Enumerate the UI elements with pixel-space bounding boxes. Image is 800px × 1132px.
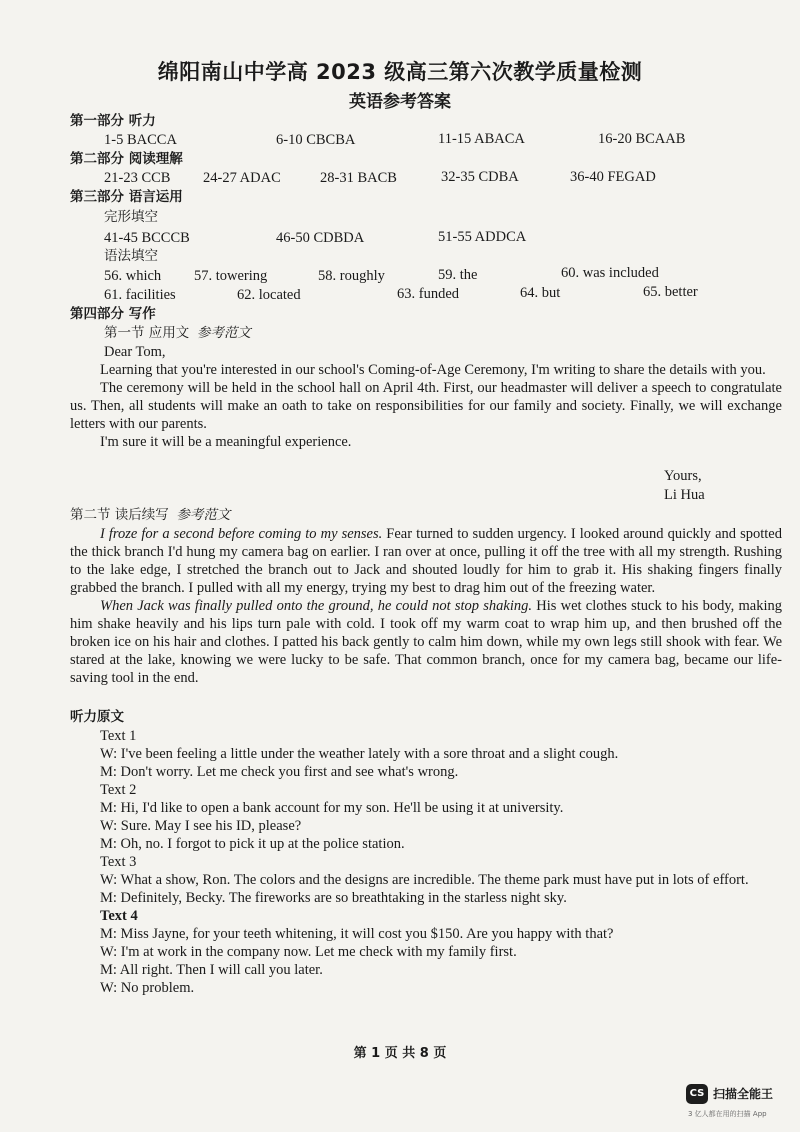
letter-paragraph: The ceremony will be held in the school hall on April 4th. First, our headmaster will deliver a speech to congratulate us. Then, all students will make an oath to take on responsibilities for our family and society. Finally, we will exchange letters with our parents. — [70, 380, 782, 432]
answer-group: 28-31 BACB — [320, 170, 397, 186]
answer-group: 6-10 CBCBA — [276, 132, 356, 148]
dialogue-line: W: Sure. May I see his ID, please? — [100, 818, 302, 834]
dialogue-line: M: Miss Jayne, for your teeth whitening, it will cost you $150. Are you happy with that? — [100, 926, 614, 942]
section2-tag: 参考范文 — [176, 507, 231, 523]
watermark-tagline: 3 亿人都在用的扫描 App — [688, 1110, 767, 1118]
scanner-watermark — [686, 1084, 796, 1124]
grammar-answer: 57. towering — [194, 268, 268, 284]
answer-group: 21-23 CCB — [104, 170, 171, 186]
answer-group: 11-15 ABACA — [438, 131, 525, 147]
grammar-answer: 59. the — [438, 267, 478, 283]
part2-heading: 第二部分 阅读理解 — [70, 151, 183, 167]
dialogue-line: W: What a show, Ron. The colors and the designs are incredible. The theme park must have put in lots of effort. — [100, 872, 749, 888]
grammar-answer: 62. located — [237, 287, 301, 303]
story-body — [70, 525, 782, 687]
letter-body — [70, 361, 782, 451]
part3-heading: 第三部分 语言运用 — [70, 189, 183, 205]
answer-group: 41-45 BCCCB — [104, 230, 190, 246]
part1-heading: 第一部分 听力 — [70, 113, 156, 129]
section2-label: 第二节 读后续写 — [70, 507, 169, 523]
dialogue-line: M: Oh, no. I forgot to pick it up at the police station. — [100, 836, 405, 852]
part4-heading: 第四部分 写作 — [70, 306, 156, 322]
story-text: His wet clothes stuck to his body, making him shake heavily and his lips turn pale with cold. I took off my warm coat to wrap him up, and then brushed off the broken ice on his hair and clothes. I patted his back gently to calm him down, while my own legs still shook with fear. We stared at the lake, knowing we were lucky to be safe. That common branch, once for my camera bag, became our life-saving tool in the end. — [70, 598, 782, 686]
grammar-answer: 63. funded — [397, 286, 460, 302]
grammar-answer: 64. but — [520, 285, 561, 301]
story-text: Fear turned to sudden urgency. I looked around quickly and spotted the thick branch I'd hung my camera bag on earlier. I ran over at once, pulling it off the tree with all my strength. Rushing to the lake edge, I stretched the branch out to Jack and shouted loudly for him to grab it. His shaking fingers finally grabbed the branch. I pulled with all my energy, trying my best to drag him out of the freezing water. — [70, 526, 782, 596]
answer-group: 51-55 ADDCA — [438, 229, 527, 245]
answer-group: 24-27 ADAC — [203, 170, 281, 186]
dialogue-line: M: Definitely, Becky. The fireworks are so breathtaking in the starless night sky. — [100, 890, 567, 906]
story-lead-sentence: When Jack was finally pulled onto the ground, he could not stop shaking. — [100, 598, 533, 614]
dialogue-line: M: Hi, I'd like to open a bank account for my son. He'll be using it at university. — [100, 800, 564, 816]
letter-greeting: Dear Tom, — [104, 344, 166, 360]
cloze-label: 完形填空 — [104, 209, 158, 225]
answer-group: 16-20 BCAAB — [598, 131, 686, 147]
answer-group: 36-40 FEGAD — [570, 169, 656, 185]
text-label: Text 3 — [100, 854, 137, 870]
letter-signature: Li Hua — [664, 487, 705, 503]
dialogue-line: M: All right. Then I will call you later. — [100, 962, 323, 978]
section1-tag: 参考范文 — [196, 325, 251, 341]
grammar-answer: 60. was included — [561, 265, 659, 281]
section2-heading — [70, 506, 230, 524]
grammar-answer: 65. better — [643, 284, 698, 300]
section1-heading — [104, 324, 251, 342]
letter-paragraph: I'm sure it will be a meaningful experience. — [100, 434, 352, 450]
dialogue-line: W: I've been feeling a little under the weather lately with a sore throat and a slight cough. — [100, 746, 619, 762]
transcript-heading: 听力原文 — [70, 709, 124, 725]
page-subtitle: 英语参考答案 — [349, 92, 451, 112]
answer-group: 46-50 CDBDA — [276, 230, 365, 246]
section1-label: 第一节 应用文 — [104, 325, 190, 341]
transcript-body — [70, 727, 782, 997]
page-number: 第 1 页 共 8 页 — [353, 1046, 447, 1061]
answer-group: 32-35 CDBA — [441, 169, 519, 185]
text-label: Text 4 — [100, 908, 138, 924]
watermark-app-name: 扫描全能王 — [713, 1087, 774, 1101]
dialogue-line: W: No problem. — [100, 980, 195, 996]
letter-closing: Yours, — [664, 468, 702, 484]
grammar-answer: 56. which — [104, 268, 162, 284]
grammar-label: 语法填空 — [104, 248, 158, 264]
story-paragraph — [70, 597, 782, 687]
camscanner-logo-icon: CS — [686, 1084, 708, 1104]
text-label: Text 2 — [100, 782, 137, 798]
grammar-answer: 61. facilities — [104, 287, 176, 303]
dialogue-line: M: Don't worry. Let me check you first and see what's wrong. — [100, 764, 459, 780]
story-lead-sentence: I froze for a second before coming to my senses. — [100, 526, 383, 542]
story-paragraph — [70, 525, 782, 597]
text-label: Text 1 — [100, 728, 137, 744]
letter-paragraph: Learning that you're interested in our school's Coming-of-Age Ceremony, I'm writing to share the details with you. — [100, 362, 766, 378]
answer-group: 1-5 BACCA — [104, 132, 177, 148]
page-title: 绵阳南山中学高 2023 级高三第六次教学质量检测 — [157, 60, 643, 84]
grammar-answer: 58. roughly — [318, 268, 385, 284]
dialogue-line: W: I'm at work in the company now. Let me check with my family first. — [100, 944, 517, 960]
